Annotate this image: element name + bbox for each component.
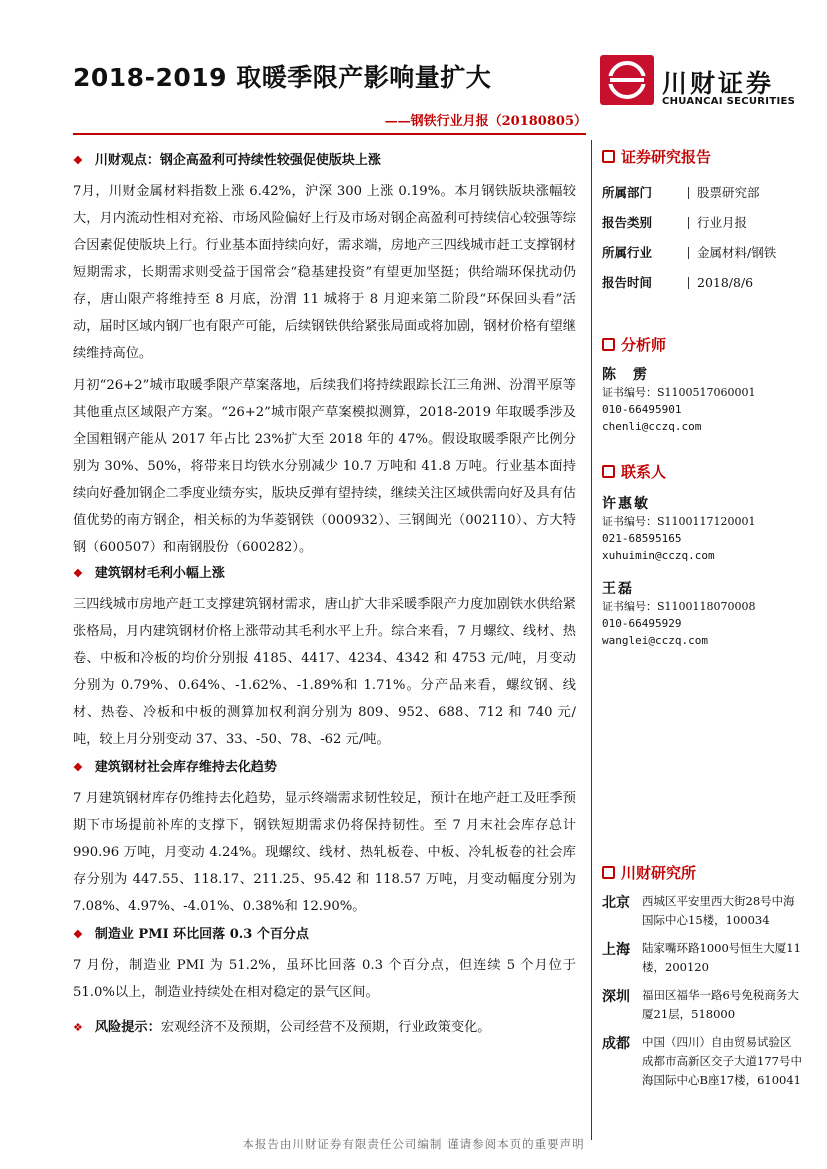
company-name-en: CHUANCAI SECURITIES — [662, 96, 796, 107]
sidebar-heading-analyst: 分析师 — [602, 334, 802, 356]
paragraph: 7 月建筑钢材库存仍维持去化趋势，显示终端需求韧性较足，预计在地产赶工及旺季预期下市场提前补库的支撑下，钢铁短期需求仍将保持韧性。至 7 月末社会库存总计 990.96 万吨，月变动 4.24%。现螺纹、线材、热轧板卷、中板、冷轧板卷的社会库存分别为 447.55、118.17、211.25、95.42 和 118.57 万吨，月变动幅度分别为 7.08%、4.97%、-4.01%、0.38%和 12.90%。 — [73, 791, 576, 914]
company-name-cn: 川财证券 — [662, 69, 775, 98]
column-divider — [591, 140, 592, 1140]
contact-email[interactable]: wanglei@cczq.com — [602, 634, 708, 647]
analyst-phone: 010-66495901 — [602, 403, 682, 416]
square-icon — [602, 338, 615, 351]
info-row: 报告时间 2018/8/6 — [602, 275, 754, 290]
diamond-bullet-icon: ❖ — [73, 154, 83, 167]
office-row: 上海 陆家嘴环路1000号恒生大厦11楼，200120 — [602, 941, 801, 974]
report-subtitle: ——钢铁行业月报（20180805） — [384, 114, 587, 129]
diamond-bullet-icon: ❖ — [73, 928, 83, 941]
analyst-name: 陈 雳 — [602, 367, 653, 383]
diamond-bullet-icon: ❖ — [73, 567, 83, 580]
square-icon — [602, 150, 615, 163]
diamond-bullet-icon: ❖ — [73, 1021, 83, 1034]
info-row: 所属行业 金属材料/钢铁 — [602, 245, 777, 260]
section-heading-view: ❖ 川财观点：钢企高盈利可持续性较强促使版块上涨 — [73, 153, 381, 168]
square-icon — [602, 465, 615, 478]
info-row: 所属部门 股票研究部 — [602, 185, 760, 200]
office-row: 北京 西城区平安里西大街28号中海国际中心15楼，100034 — [602, 894, 795, 927]
contact-email[interactable]: xuhuimin@cczq.com — [602, 549, 715, 562]
contact-cert: 证书编号：S1100118070008 — [602, 600, 756, 613]
diamond-bullet-icon: ❖ — [73, 761, 83, 774]
analyst-email[interactable]: chenli@cczq.com — [602, 420, 702, 433]
contact-phone: 021-68595165 — [602, 532, 682, 545]
paragraph: 三四线城市房地产赶工支撑建筑钢材需求，唐山扩大非采暖季限产力度加剧铁水供给紧张格局，月内建筑钢材价格上涨带动其毛利水平上升。综合来看，7 月螺纹、线材、热卷、中板和冷板的均价分别报 4185、4417、4234、4342 和 4753 元/吨，月变动分别为 0.79%、0.64%、-1.62%、-1.89%和 1.71%。分产品来看，螺纹钢、线材、热卷、冷板和中板的测算加权利润分别为 809、952、688、712 和 740 元/吨，较上月分别变动 37、33、-50、78、-62 元/吨。 — [73, 597, 576, 747]
paragraph: 7 月份，制造业 PMI 为 51.2%，虽环比回落 0.3 个百分点，但连续 5 个月位于 51.0%以上，制造业持续处在相对稳定的景气区间。 — [73, 958, 576, 1000]
sidebar — [602, 146, 802, 649]
paragraph: 月初“26+2”城市取暖季限产草案落地，后续我们将持续跟踪长江三角洲、汾渭平原等其他重点区域限产方案。“26+2”城市限产草案模拟测算，2018-2019 年取暖季涉及全国粗钢产能从 2017 年占比 23%扩大至 2018 年的 47%。假设取暖季限产比例分别为 30%、50%，将带来日均铁水分别减少 10.7 万吨和 41.8 万吨。行业基本面持续向好叠加钢企二季度业绩夯实，版块反弹有望持续，继续关注区域供需向好及具有估值优势的南方钢企，相关标的为华菱钢铁（000932）、三钢闽光（002110）、方大特钢（600507）和南钢股份（600282）。 — [73, 378, 576, 555]
info-row: 报告类别 行业月报 — [602, 215, 748, 230]
main-content — [73, 150, 576, 1041]
risk-notice: ❖ 风险提示：宏观经济不及预期，公司经营不及预期，行业政策变化。 — [73, 1020, 491, 1035]
research-offices — [602, 862, 802, 1090]
company-logo-icon — [600, 55, 654, 105]
analyst-cert: 证书编号：S1100517060001 — [602, 386, 756, 399]
contact-phone: 010-66495929 — [602, 617, 682, 630]
contact-name: 王磊 — [602, 581, 634, 597]
contact-name: 许惠敏 — [602, 496, 650, 512]
section-heading-inventory: ❖ 建筑钢材社会库存维持去化趋势 — [73, 760, 277, 775]
office-row: 成都 中国（四川）自由贸易试验区成都市高新区交子大道177号中海国际中心B座17楼，610041 — [602, 1035, 802, 1087]
header-divider — [73, 133, 586, 135]
page-footer: 本报告由川财证券有限责任公司编制 谨请参阅本页的重要声明 — [242, 1137, 585, 1151]
sidebar-heading-report: 证券研究报告 — [602, 146, 802, 168]
report-title: 2018-2019 取暖季限产影响量扩大 — [73, 63, 492, 92]
report-info-table — [602, 178, 802, 298]
sidebar-heading-research: 川财研究所 — [602, 862, 802, 884]
paragraph: 7月，川财金属材料指数上涨 6.42%，沪深 300 上涨 0.19%。本月钢铁版块涨幅较大，月内流动性相对充裕、市场风险偏好上行及市场对钢企高盈利可持续信心较强等综合因素促使版块上行。行业基本面持续向好，需求端，房地产三四线城市赶工支撑钢材短期需求，长期需求则受益于国常会“稳基建投资”有望更加坚挺；供给端环保扰动仍存，唐山限产将维持至 8 月底，汾渭 11 城将于 8 月迎来第二阶段“环保回头看”活动，届时区域内钢厂也有限产可能，后续钢铁供给紧张局面或将加剧，钢材价格有望继续维持高位。 — [73, 184, 576, 361]
square-icon — [602, 866, 615, 879]
contact-cert: 证书编号：S1100117120001 — [602, 515, 756, 528]
sidebar-heading-contact: 联系人 — [602, 461, 802, 483]
section-heading-pmi: ❖ 制造业 PMI 环比回落 0.3 个百分点 — [73, 927, 309, 942]
section-heading-margin: ❖ 建筑钢材毛利小幅上涨 — [73, 566, 225, 581]
office-row: 深圳 福田区福华一路6号免税商务大厦21层，518000 — [602, 988, 799, 1021]
